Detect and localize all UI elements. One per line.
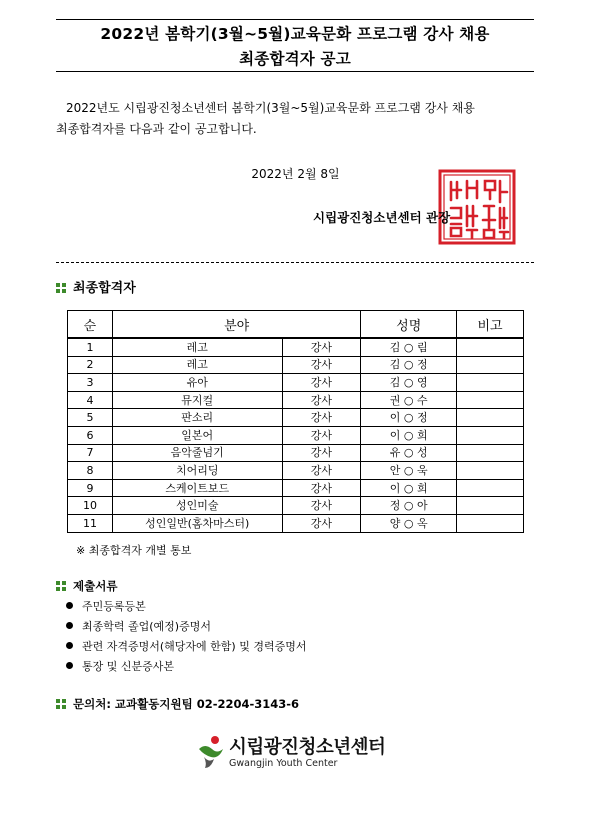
cell-role: 강사 [282, 514, 361, 532]
cell-field: 음악줄넘기 [112, 444, 282, 462]
cell-field: 스케이트보드 [112, 479, 282, 497]
cell-note [457, 444, 524, 462]
cell-num: 4 [68, 391, 113, 409]
cell-field: 판소리 [112, 409, 282, 427]
cell-num: 8 [68, 462, 113, 480]
table-row [68, 514, 524, 532]
cell-num: 3 [68, 374, 113, 392]
contact-section-heading [56, 696, 299, 712]
title-box [56, 19, 534, 72]
results-section-title: 최종합격자 [73, 281, 136, 296]
documents-list [66, 598, 306, 678]
cell-name: 이 ○ 희 [361, 479, 457, 497]
cell-note [457, 462, 524, 480]
table-row [68, 391, 524, 409]
cell-field: 성인일반(홈차마스터) [112, 514, 282, 532]
youth-figure-logo-icon [195, 735, 225, 769]
cell-note [457, 374, 524, 392]
cell-name: 이 ○ 희 [361, 426, 457, 444]
cell-name: 유 ○ 성 [361, 444, 457, 462]
table-row [68, 479, 524, 497]
bullet-dot-icon [66, 602, 73, 609]
cell-role: 강사 [282, 444, 361, 462]
list-item-text: 통장 및 신분증사본 [82, 660, 175, 673]
table-row [68, 426, 524, 444]
cell-role: 강사 [282, 409, 361, 427]
contact-section-title: 문의처: 교과활동지원팀 02-2204-3143-6 [73, 697, 300, 711]
header-note: 비고 [457, 311, 524, 339]
cell-note [457, 338, 524, 356]
table-row [68, 338, 524, 356]
documents-section-heading [56, 578, 117, 594]
cell-note [457, 514, 524, 532]
bullet-dot-icon [66, 642, 73, 649]
cell-role: 강사 [282, 462, 361, 480]
organization-signature: 시립광진청소년센터 관장 [313, 210, 451, 225]
cell-role: 강사 [282, 338, 361, 356]
notification-note: ※ 최종합격자 개별 통보 [76, 544, 192, 557]
cell-note [457, 409, 524, 427]
table-row [68, 497, 524, 515]
cell-role: 강사 [282, 356, 361, 374]
cell-field: 뮤지컬 [112, 391, 282, 409]
cell-note [457, 391, 524, 409]
cell-num: 5 [68, 409, 113, 427]
cell-name: 김 ○ 림 [361, 338, 457, 356]
list-item [66, 658, 306, 678]
cell-num: 9 [68, 479, 113, 497]
cell-note [457, 479, 524, 497]
cell-role: 강사 [282, 497, 361, 515]
table-row [68, 462, 524, 480]
cell-name: 김 ○ 정 [361, 356, 457, 374]
cell-num: 7 [68, 444, 113, 462]
list-item [66, 598, 306, 618]
cell-field: 레고 [112, 356, 282, 374]
cell-name: 정 ○ 아 [361, 497, 457, 515]
bullet-dot-icon [66, 662, 73, 669]
table-header-row [68, 311, 524, 339]
cell-num: 11 [68, 514, 113, 532]
announcement-date: 2022년 2월 8일 [251, 167, 340, 181]
list-item [66, 618, 306, 638]
table-row [68, 444, 524, 462]
cell-num: 10 [68, 497, 113, 515]
cell-field: 치어리딩 [112, 462, 282, 480]
cell-name: 이 ○ 정 [361, 409, 457, 427]
intro-line2: 최종합격자를 다음과 같이 공고합니다. [56, 122, 257, 136]
cell-note [457, 426, 524, 444]
cell-num: 6 [68, 426, 113, 444]
cell-role: 강사 [282, 374, 361, 392]
results-section-heading [56, 277, 136, 296]
table-row [68, 356, 524, 374]
header-field: 분야 [112, 311, 360, 339]
cell-role: 강사 [282, 391, 361, 409]
table-row [68, 374, 524, 392]
cell-note [457, 356, 524, 374]
logo-name-english: Gwangjin Youth Center [229, 758, 338, 769]
center-logo [195, 733, 405, 773]
cell-num: 2 [68, 356, 113, 374]
green-bullet-icon [56, 283, 66, 293]
cell-field: 유아 [112, 374, 282, 392]
cell-name: 양 ○ 옥 [361, 514, 457, 532]
cell-field: 레고 [112, 338, 282, 356]
intro-paragraph [56, 98, 536, 140]
cell-num: 1 [68, 338, 113, 356]
table-row [68, 409, 524, 427]
cell-name: 권 ○ 수 [361, 391, 457, 409]
page-title-line1: 2022년 봄학기(3월~5월)교육문화 프로그램 강사 채용 [100, 25, 490, 43]
cell-name: 안 ○ 욱 [361, 462, 457, 480]
logo-name-korean: 시립광진청소년센터 [229, 737, 386, 758]
list-item [66, 638, 306, 658]
cell-role: 강사 [282, 426, 361, 444]
intro-line1: 2022년도 시립광진청소년센터 봄학기(3월~5월)교육문화 프로그램 강사 채용 [66, 101, 475, 115]
list-item-text: 최종학력 졸업(예정)증명서 [82, 620, 211, 633]
bullet-dot-icon [66, 622, 73, 629]
divider [56, 262, 534, 263]
green-bullet-icon [56, 699, 66, 709]
cell-note [457, 497, 524, 515]
header-name: 성명 [361, 311, 457, 339]
documents-section-title: 제출서류 [73, 579, 118, 593]
header-num: 순 [68, 311, 113, 339]
list-item-text: 주민등록등본 [82, 600, 146, 613]
official-seal-icon [437, 168, 517, 246]
cell-field: 일본어 [112, 426, 282, 444]
green-bullet-icon [56, 581, 66, 591]
cell-field: 성인미술 [112, 497, 282, 515]
cell-role: 강사 [282, 479, 361, 497]
list-item-text: 관련 자격증명서(해당자에 한함) 및 경력증명서 [82, 640, 307, 653]
cell-name: 김 ○ 영 [361, 374, 457, 392]
results-table [67, 310, 524, 533]
page-title-line2: 최종합격자 공고 [239, 50, 351, 68]
